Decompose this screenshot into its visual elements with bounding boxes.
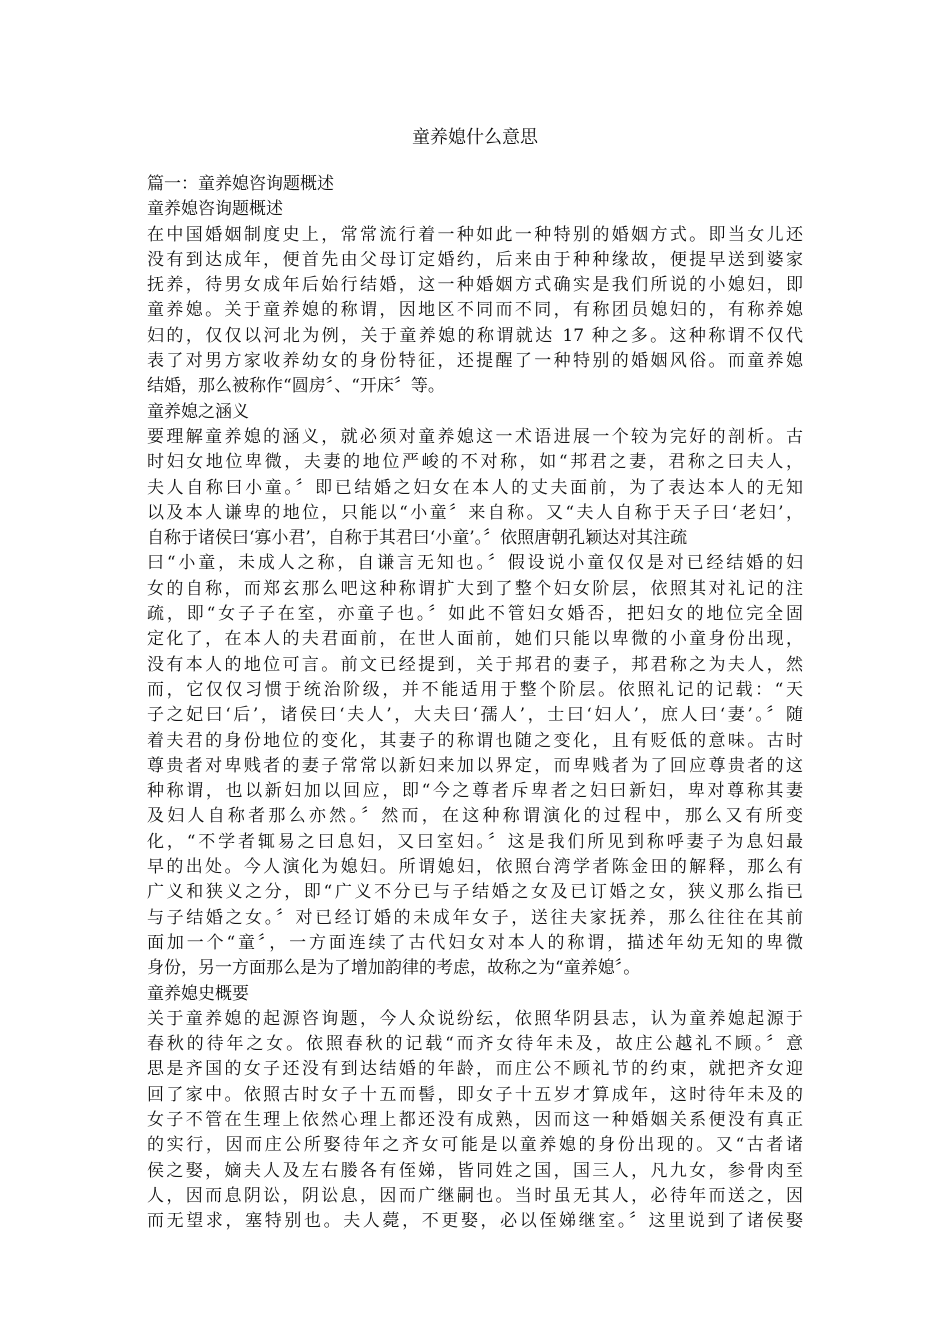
- text-line: 与子结婚之女。〞对已经订婚的未成年女子，送往夫家抚养，那么往往在其前: [147, 907, 803, 928]
- text-line: 童养媳之涵义: [147, 401, 249, 422]
- text-line: 尊贵者对卑贱者的妻子常常以新妇来加以界定，而卑贱者为了回应尊贵者的这: [147, 755, 803, 776]
- text-line: 以及本人谦卑的地位，只能以“小童〞来自称。又“夫人自称于天子曰‘老妇’，: [147, 502, 803, 523]
- document-title: 童养媳什么意思: [412, 127, 538, 148]
- text-line: 要理解童养媳的涵义，就必须对童养媳这一术语进展一个较为完好的剖析。古: [147, 426, 803, 447]
- text-line: 妇的，仅仅以河北为例，关于童养媳的称谓就达 17 种之多。这种称谓不仅代: [147, 325, 803, 346]
- text-line: 疏，即“女子子在室，亦童子也。〞如此不管妇女婚否，把妇女的地位完全固: [147, 604, 803, 625]
- text-line: 没有本人的地位可言。前文已经提到，关于邦君的妻子，邦君称之为夫人，然: [147, 654, 803, 675]
- text-line: 童养媳咨询题概述: [147, 199, 283, 220]
- text-line: 思是齐国的女子还没有到达结婚的年龄，而庄公不顾礼节的约束，就把齐女迎: [147, 1059, 803, 1080]
- document-body: [147, 172, 803, 1234]
- text-line: 在中国婚姻制度史上，常常流行着一种如此一种特别的婚姻方式。即当女儿还: [147, 224, 803, 245]
- text-line: 面加一个“童〞，一方面连续了古代妇女对本人的称谓，描述年幼无知的卑微: [147, 932, 803, 953]
- text-line: 及妇人自称者那么亦然。〞然而，在这种称谓演化的过程中，那么又有所变: [147, 806, 803, 827]
- text-line: 女的自称，而郑玄那么吧这种称谓扩大到了整个妇女阶层，依照其对礼记的注: [147, 578, 803, 599]
- text-line: 身份，另一方面那么是为了增加韵律的考虑，故称之为“童养媳〞。: [147, 958, 641, 979]
- text-line: 篇一：童养媳咨询题概述: [147, 174, 334, 194]
- text-line: 没有到达成年，便首先由父母订定婚约，后来由于种种缘故，便提早送到婆家: [147, 249, 803, 270]
- text-line: 着夫君的身份地位的变化，其妻子的称谓也随之变化，且有贬低的意味。古时: [147, 730, 803, 751]
- text-line: 关于童养媳的起源咨询题，今人众说纷纭，依照华阴县志，认为童养媳起源于: [147, 1008, 803, 1029]
- text-line: 童养媳史概要: [147, 983, 249, 1004]
- text-line: 早的出处。今人演化为媳妇。所谓媳妇，依照台湾学者陈金田的解释，那么有: [147, 857, 803, 878]
- text-line: 夫人自称曰小童。〞即已结婚之妇女在本人的丈夫面前，为了表达本人的无知: [147, 477, 803, 498]
- text-line: 时妇女地位卑微，夫妻的地位严峻的不对称，如“邦君之妻，君称之曰夫人，: [147, 452, 803, 473]
- text-line: 女子不管在生理上依然心理上都还没有成熟，因而这一种婚姻关系便没有真正: [147, 1109, 803, 1130]
- text-line: 抚养，待男女成年后始行结婚，这一种婚姻方式确实是我们所说的小媳妇，即: [147, 275, 803, 296]
- text-line: 子之妃曰‘后’，诸侯曰‘夫人’，大夫曰‘孺人’，士曰‘妇人’，庶人曰‘妻’。〞随: [147, 705, 803, 726]
- text-line: 春秋的待年之女。依照春秋的记载“而齐女待年未及，故庄公越礼不顾。〞意: [147, 1034, 803, 1055]
- text-line: 化，“不学者辄易之曰息妇，又曰室妇。〞这是我们所见到称呼妻子为息妇最: [147, 831, 803, 852]
- text-line: 而无望求，塞特别也。夫人薨，不更娶，必以侄娣继室。〞这里说到了诸侯娶: [147, 1211, 803, 1232]
- text-line: 自称于诸侯曰‘寡小君’，自称于其君曰‘小童’。〞依照唐朝孔颖达对其注疏: [147, 528, 688, 549]
- text-line: 侯之娶，嫡夫人及左右媵各有侄娣，皆同姓之国，国三人，凡九女，参骨肉至: [147, 1160, 803, 1181]
- text-line: 回了家中。依照古时女子十五而髻，即女子十五岁才算成年，这时待年未及的: [147, 1084, 803, 1105]
- text-line: 的实行，因而庄公所娶待年之齐女可能是以童养媳的身份出现的。又“古者诸: [147, 1135, 803, 1156]
- text-line: 种称谓，也以新妇加以回应，即“今之尊者斥卑者之妇曰新妇，卑对尊称其妻: [147, 781, 803, 802]
- text-line: 广义和狭义之分，即“广义不分已与子结婚之女及已订婚之女，狭义那么指已: [147, 882, 803, 903]
- text-line: 表了对男方家收养幼女的身份特征，还提醒了一种特别的婚姻风俗。而童养媳: [147, 351, 803, 372]
- text-line: 而，它仅仅习惯于统治阶级，并不能适用于整个阶层。依照礼记的记载：“天: [147, 679, 803, 700]
- text-line: 结婚，那么被称作“圆房〞、“开床〞等。: [147, 376, 445, 397]
- text-line: 人，因而息阴讼，阴讼息，因而广继嗣也。当时虽无其人，必待年而送之，因: [147, 1185, 803, 1206]
- text-line: 定化了，在本人的夫君面前，在世人面前，她们只能以卑微的小童身份出现，: [147, 629, 803, 650]
- text-line: 童养媳。关于童养媳的称谓，因地区不同而不同，有称团员媳妇的，有称养媳: [147, 300, 803, 321]
- text-line: 曰“小童，未成人之称，自谦言无知也。〞假设说小童仅仅是对已经结婚的妇: [147, 553, 803, 574]
